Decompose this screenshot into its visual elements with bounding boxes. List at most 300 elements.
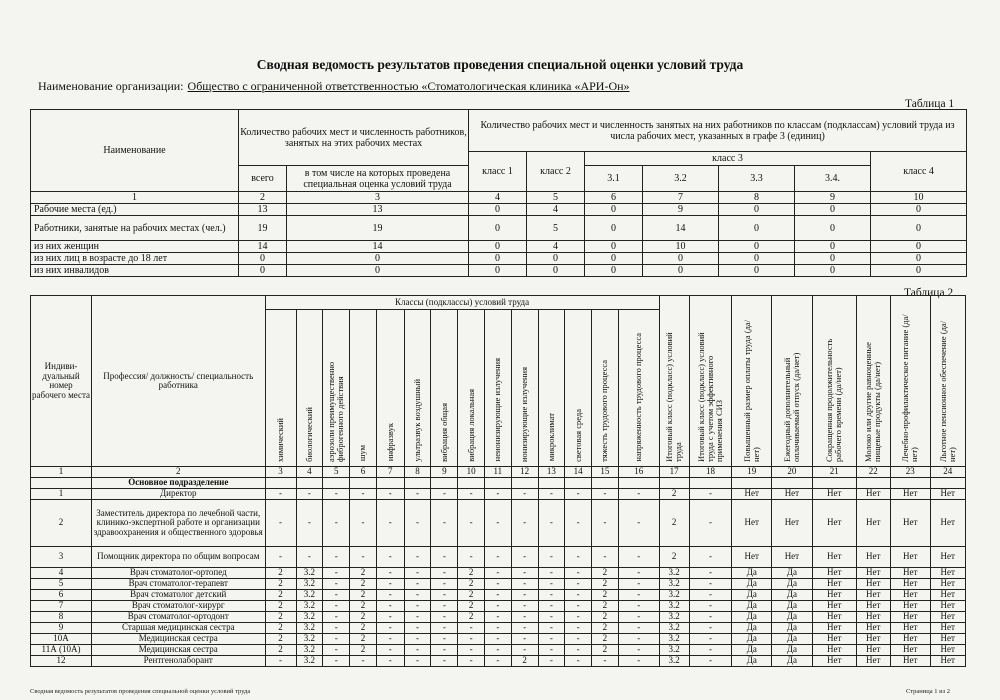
t1-colnum: 8 — [719, 192, 795, 204]
t2-cell: Да — [732, 623, 772, 634]
t1-cell: 0 — [469, 241, 527, 253]
t2-cell: - — [323, 656, 350, 667]
t2-cell: - — [618, 623, 659, 634]
t2-factor-header — [484, 310, 511, 467]
t1-cell: 0 — [527, 265, 585, 277]
t1-row-label: Рабочие места (ед.) — [31, 204, 239, 216]
t2-cell: - — [376, 500, 404, 547]
table-row — [31, 623, 966, 634]
t2-cell: 2 — [265, 568, 296, 579]
t2-colnum: 24 — [930, 467, 965, 478]
t1-row-label: Работники, занятые на рабочих местах (чел.) — [31, 216, 239, 241]
table-row — [31, 568, 966, 579]
t2-colnum: 18 — [689, 467, 732, 478]
t2-cell: - — [689, 489, 732, 500]
t2-cell: - — [618, 579, 659, 590]
t2-section-cell — [404, 478, 431, 489]
t2-factor-label: биологический — [303, 406, 314, 462]
t2-factor-label: инфразвук — [384, 423, 395, 462]
t2-cell: - — [592, 489, 619, 500]
t2-cell: Нет — [890, 568, 930, 579]
t1-row-label: из них лиц в возрасте до 18 лет — [31, 253, 239, 265]
t2-row-id: 4 — [31, 568, 92, 579]
t2-cell: - — [265, 489, 296, 500]
t2-header-profession: Профессия/ должность/ специальность работника — [92, 296, 265, 467]
t2-cell: 2 — [350, 612, 377, 623]
t2-cell: - — [511, 623, 538, 634]
t2-cell: 2 — [592, 612, 619, 623]
t2-cell: 2 — [265, 579, 296, 590]
t2-cell: - — [323, 612, 350, 623]
t2-cell: 3.2 — [296, 579, 323, 590]
t2-cell: Да — [732, 601, 772, 612]
t2-cell: 3.2 — [659, 612, 689, 623]
t2-cell: Да — [732, 590, 772, 601]
t1-cell: 14 — [287, 241, 469, 253]
t2-factor-header — [323, 310, 350, 467]
t2-cell: - — [538, 547, 565, 568]
t2-cell: 3.2 — [296, 634, 323, 645]
t2-cell: - — [565, 590, 592, 601]
t2-cell: - — [431, 568, 458, 579]
t2-cell: Нет — [772, 500, 813, 547]
t2-colnum: 4 — [296, 467, 323, 478]
t2-factor-header — [296, 310, 323, 467]
t2-cell: - — [350, 656, 377, 667]
t2-section-cell — [689, 478, 732, 489]
t2-colnum: 2 — [92, 467, 265, 478]
t2-cell: - — [404, 579, 431, 590]
t2-cell: 2 — [458, 579, 485, 590]
t2-factor-label: вибрация общая — [438, 402, 449, 462]
t2-colnum: 23 — [890, 467, 930, 478]
t2-cell: - — [618, 590, 659, 601]
t2-cell: - — [431, 645, 458, 656]
t2-cell: - — [538, 656, 565, 667]
t2-cell: - — [618, 601, 659, 612]
t2-cell: - — [484, 568, 511, 579]
t2-section-cell — [659, 478, 689, 489]
t1-header-34: 3.4. — [795, 166, 871, 192]
t2-header-vacation: Ежегодный дополнительный оплачиваемый отпуск (да/нет) — [772, 296, 813, 467]
t2-cell: - — [538, 634, 565, 645]
t2-row-profession: Врач стоматолог-ортопед — [92, 568, 265, 579]
t1-cell: 0 — [719, 265, 795, 277]
t2-cell: - — [538, 489, 565, 500]
t1-cell: 0 — [585, 241, 643, 253]
t2-factor-header — [511, 310, 538, 467]
t2-factor-label: вибрация локальная — [465, 388, 476, 462]
organization-name: Общество с ограниченной ответственностью «Стоматологическая клиника «АРИ-Он» — [187, 79, 630, 93]
t2-cell: 3.2 — [296, 645, 323, 656]
t2-cell: - — [538, 601, 565, 612]
t2-cell: Нет — [732, 489, 772, 500]
t2-cell: Нет — [890, 623, 930, 634]
t2-colnum: 17 — [659, 467, 689, 478]
t2-section-cell — [772, 478, 813, 489]
t2-cell: Нет — [930, 579, 965, 590]
t2-cell: - — [431, 656, 458, 667]
t2-cell: - — [618, 489, 659, 500]
t2-cell: - — [458, 489, 485, 500]
t2-cell: - — [689, 623, 732, 634]
table-row — [31, 547, 966, 568]
t2-cell: Нет — [812, 656, 856, 667]
t2-colnum: 11 — [484, 467, 511, 478]
table-row — [31, 253, 967, 265]
t2-colnum: 9 — [431, 467, 458, 478]
t2-cell: - — [484, 601, 511, 612]
t1-cell: 0 — [643, 265, 719, 277]
t2-cell: - — [404, 634, 431, 645]
t2-cell: Нет — [856, 590, 890, 601]
t2-section-cell — [618, 478, 659, 489]
t2-colnum: 8 — [404, 467, 431, 478]
t1-cell: 0 — [795, 253, 871, 265]
t2-cell: Да — [772, 656, 813, 667]
t2-cell: - — [458, 500, 485, 547]
t2-header-pay: Повышенный размер оплаты труда (да/нет) — [732, 296, 772, 467]
t2-cell: - — [265, 656, 296, 667]
t2-cell: 3.2 — [296, 568, 323, 579]
t2-row-profession: Врач стоматолог детский — [92, 590, 265, 601]
t2-cell: - — [376, 601, 404, 612]
t2-header-final-class-siz: Итоговый класс (подкласс) условий труда с учетом эффективного применения СИЗ — [689, 296, 732, 467]
t2-cell: 2 — [458, 601, 485, 612]
t2-cell: Нет — [856, 579, 890, 590]
t2-cell: - — [458, 623, 485, 634]
t2-cell: - — [296, 547, 323, 568]
t1-header-32: 3.2 — [643, 166, 719, 192]
t2-cell: 3.2 — [659, 645, 689, 656]
t2-cell: Нет — [812, 645, 856, 656]
t2-section-cell — [431, 478, 458, 489]
t2-section-cell — [458, 478, 485, 489]
t2-cell: Нет — [856, 634, 890, 645]
summary-table — [30, 109, 967, 277]
t2-cell: 2 — [511, 656, 538, 667]
document-title: Сводная ведомость результатов проведения специальной оценки условий труда — [256, 57, 744, 72]
t2-cell: - — [404, 590, 431, 601]
t1-cell: 0 — [585, 216, 643, 241]
t2-section-title: Основное подразделение — [92, 478, 265, 489]
t1-cell: 0 — [585, 204, 643, 216]
t2-header-classes: Классы (подклассы) условий труда — [265, 296, 659, 310]
t2-cell: Нет — [856, 568, 890, 579]
table-row — [31, 579, 966, 590]
t2-factor-header — [592, 310, 619, 467]
t2-section-cell — [511, 478, 538, 489]
t2-cell: - — [592, 547, 619, 568]
t2-section-cell — [376, 478, 404, 489]
t2-cell: 2 — [265, 612, 296, 623]
t2-cell: Нет — [890, 601, 930, 612]
t1-colnum: 3 — [287, 192, 469, 204]
t2-cell: - — [323, 547, 350, 568]
t2-cell: - — [618, 547, 659, 568]
t2-cell: 2 — [659, 547, 689, 568]
t2-cell: Нет — [890, 645, 930, 656]
t2-cell: - — [350, 547, 377, 568]
t2-cell: - — [484, 623, 511, 634]
table-row — [31, 645, 966, 656]
t1-cell: 0 — [527, 253, 585, 265]
t2-factor-header — [404, 310, 431, 467]
t2-cell: - — [484, 612, 511, 623]
t1-cell: 0 — [795, 241, 871, 253]
t2-cell: Нет — [930, 500, 965, 547]
t2-section-cell — [350, 478, 377, 489]
t1-cell: 4 — [527, 241, 585, 253]
t2-cell: Нет — [772, 489, 813, 500]
t1-cell: 0 — [871, 204, 967, 216]
t2-cell: 2 — [592, 645, 619, 656]
t2-cell: 2 — [265, 623, 296, 634]
t2-cell: - — [376, 579, 404, 590]
t2-cell: - — [376, 656, 404, 667]
t2-cell: 3.2 — [659, 601, 689, 612]
t1-cell: 0 — [585, 265, 643, 277]
t2-cell: - — [350, 489, 377, 500]
t2-cell: - — [689, 547, 732, 568]
table-row — [31, 241, 967, 253]
t2-cell: - — [350, 500, 377, 547]
t2-cell: Нет — [812, 634, 856, 645]
t2-factor-header — [538, 310, 565, 467]
t2-cell: 3.2 — [659, 656, 689, 667]
t2-factor-header — [431, 310, 458, 467]
t2-factor-label: аэрозоли преимущественно фиброгенного действия — [326, 361, 346, 462]
t2-cell: - — [431, 500, 458, 547]
t2-cell: 3.2 — [296, 590, 323, 601]
t2-cell: - — [565, 634, 592, 645]
t2-cell: - — [538, 500, 565, 547]
t1-cell: 13 — [239, 204, 287, 216]
t2-cell: Нет — [930, 547, 965, 568]
t2-cell: 2 — [350, 634, 377, 645]
organization-line — [38, 79, 630, 94]
t1-cell: 0 — [469, 253, 527, 265]
t2-row-profession: Старшая медицинская сестра — [92, 623, 265, 634]
t2-factor-header — [350, 310, 377, 467]
t2-cell: Нет — [812, 612, 856, 623]
t2-section-cell — [856, 478, 890, 489]
t2-row-profession: Рентгенолаборант — [92, 656, 265, 667]
t2-cell: Нет — [930, 601, 965, 612]
t1-header-class4: класс 4 — [871, 152, 967, 192]
t2-row-id: 10А — [31, 634, 92, 645]
t1-colnum: 10 — [871, 192, 967, 204]
t2-cell: - — [431, 489, 458, 500]
t2-cell: - — [689, 612, 732, 623]
t2-factor-header — [458, 310, 485, 467]
t2-row-profession: Помощник директора по общим вопросам — [92, 547, 265, 568]
t2-cell: 2 — [592, 601, 619, 612]
t1-cell: 10 — [643, 241, 719, 253]
t1-header-total: всего — [239, 166, 287, 192]
t1-colnum: 6 — [585, 192, 643, 204]
t2-cell: - — [265, 547, 296, 568]
t2-colnum: 3 — [265, 467, 296, 478]
t2-cell: - — [431, 634, 458, 645]
t2-cell: 2 — [350, 601, 377, 612]
t2-cell: 2 — [659, 489, 689, 500]
t2-cell: - — [618, 656, 659, 667]
t2-cell: Да — [772, 590, 813, 601]
t2-colnum: 21 — [812, 467, 856, 478]
t2-cell: - — [484, 656, 511, 667]
t2-cell: Да — [772, 634, 813, 645]
t2-section-cell — [538, 478, 565, 489]
t2-cell: - — [458, 547, 485, 568]
t2-colnum: 5 — [323, 467, 350, 478]
t2-section-cell — [323, 478, 350, 489]
t2-cell: - — [484, 645, 511, 656]
t2-row-id: 7 — [31, 601, 92, 612]
t1-header-33: 3.3 — [719, 166, 795, 192]
t2-factor-label: микроклимат — [545, 413, 556, 462]
t2-cell: - — [689, 568, 732, 579]
t2-cell: - — [376, 489, 404, 500]
t2-cell: Нет — [930, 634, 965, 645]
t2-factor-header — [618, 310, 659, 467]
t2-cell: Нет — [890, 500, 930, 547]
t2-row-profession: Заместитель директора по лечебной части, клинико-экспертной работе и организации здравоохранения и общественного здоровья — [92, 500, 265, 547]
t2-cell: Нет — [890, 547, 930, 568]
t1-cell: 0 — [719, 216, 795, 241]
t2-section-cell — [732, 478, 772, 489]
t1-cell: 0 — [719, 241, 795, 253]
t1-cell: 5 — [527, 216, 585, 241]
t2-cell: 3.2 — [659, 623, 689, 634]
t2-cell: 2 — [592, 568, 619, 579]
t2-cell: - — [689, 579, 732, 590]
table-row — [31, 601, 966, 612]
t2-factor-label: напряженность трудового процесса — [633, 332, 644, 462]
t1-cell: 4 — [527, 204, 585, 216]
t1-header-classes: Количество рабочих мест и численность занятых на них работников по классам (подклассам) условий труда из числа рабочих мест, указанных в графе 3 (единиц) — [469, 110, 967, 152]
t1-cell: 0 — [795, 204, 871, 216]
t2-cell: - — [265, 500, 296, 547]
t2-colnum: 20 — [772, 467, 813, 478]
t2-cell: - — [565, 623, 592, 634]
t2-cell: - — [689, 590, 732, 601]
t2-cell: - — [511, 601, 538, 612]
t2-cell: Нет — [812, 579, 856, 590]
t2-cell: - — [592, 656, 619, 667]
t2-cell: 3.2 — [659, 579, 689, 590]
t2-row-id: 12 — [31, 656, 92, 667]
t2-cell: - — [484, 590, 511, 601]
t2-cell: Нет — [856, 623, 890, 634]
table-row — [31, 204, 967, 216]
t2-cell: - — [511, 634, 538, 645]
t2-cell: Да — [732, 634, 772, 645]
organization-label: Наименование организации: — [38, 79, 184, 93]
t2-cell: - — [404, 547, 431, 568]
t2-cell: - — [538, 612, 565, 623]
t2-cell: - — [511, 645, 538, 656]
t2-cell: Нет — [812, 590, 856, 601]
t2-cell: Нет — [812, 547, 856, 568]
t2-colnum: 15 — [592, 467, 619, 478]
t2-cell: 2 — [458, 590, 485, 601]
t2-cell: Нет — [732, 500, 772, 547]
t2-cell: 2 — [265, 601, 296, 612]
t2-cell: - — [376, 645, 404, 656]
t2-cell: - — [538, 623, 565, 634]
t1-cell: 14 — [239, 241, 287, 253]
t2-cell: Да — [732, 656, 772, 667]
t2-cell: Нет — [856, 489, 890, 500]
t1-cell: 0 — [719, 253, 795, 265]
t2-cell: - — [376, 568, 404, 579]
t1-cell: 0 — [643, 253, 719, 265]
t2-row-profession: Медицинская сестра — [92, 634, 265, 645]
t1-cell: 0 — [795, 216, 871, 241]
t2-cell: Нет — [930, 489, 965, 500]
t2-cell: Нет — [812, 568, 856, 579]
table-row — [31, 216, 967, 241]
t2-cell: - — [323, 601, 350, 612]
t1-row-label: из них инвалидов — [31, 265, 239, 277]
t2-cell: Нет — [930, 656, 965, 667]
t2-section-cell — [565, 478, 592, 489]
t2-cell: - — [484, 579, 511, 590]
t2-cell: 2 — [265, 645, 296, 656]
t2-cell: - — [296, 500, 323, 547]
t2-section-cell — [296, 478, 323, 489]
t1-colnum: 1 — [31, 192, 239, 204]
t2-cell: - — [565, 601, 592, 612]
t2-cell: - — [458, 656, 485, 667]
t1-cell: 9 — [643, 204, 719, 216]
table-row — [31, 500, 966, 547]
t1-colnum: 7 — [643, 192, 719, 204]
t2-row-id: 8 — [31, 612, 92, 623]
t2-cell: - — [404, 612, 431, 623]
t2-cell: - — [404, 601, 431, 612]
t2-cell: - — [323, 623, 350, 634]
t2-cell: Да — [772, 645, 813, 656]
t2-cell: - — [511, 500, 538, 547]
t2-cell: - — [431, 601, 458, 612]
t1-cell: 0 — [287, 253, 469, 265]
t1-cell: 19 — [239, 216, 287, 241]
t2-cell: Нет — [930, 568, 965, 579]
t2-cell: Да — [772, 612, 813, 623]
t2-row-id: 3 — [31, 547, 92, 568]
t2-cell: - — [323, 634, 350, 645]
table-row — [31, 634, 966, 645]
t2-cell: Нет — [812, 601, 856, 612]
t2-row-id: 2 — [31, 500, 92, 547]
t2-cell: 2 — [592, 579, 619, 590]
t2-cell: - — [404, 623, 431, 634]
t2-factor-label: ультразвук воздушный — [412, 379, 423, 462]
t2-cell: - — [323, 489, 350, 500]
footer-note: Сводная ведомость результатов проведения специальной оценки условий труда — [30, 688, 251, 695]
t2-section-cell — [592, 478, 619, 489]
t1-cell: 0 — [585, 253, 643, 265]
t2-cell: 3.2 — [659, 634, 689, 645]
t2-header-id: Индиви-дуальный номер рабочего места — [31, 296, 92, 467]
t1-header-count: Количество рабочих мест и численность работников, занятых на этих рабочих местах — [239, 110, 469, 166]
t2-factor-label: тяжесть трудового процесса — [599, 359, 610, 462]
t1-header-class2: класс 2 — [527, 152, 585, 192]
table-row — [31, 612, 966, 623]
t2-section-cell — [812, 478, 856, 489]
